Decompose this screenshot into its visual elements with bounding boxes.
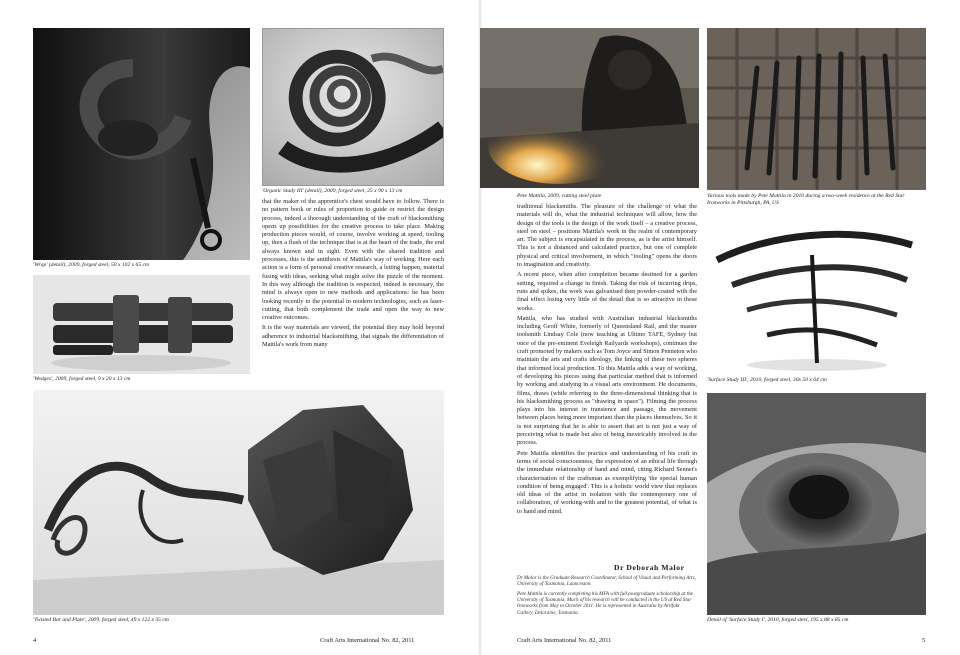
paragraph: Pete Mattila identifies the practice and understanding of his craft in terms of social consciousness, the expression of an ethical life through the immediate relationship of hand and mind, citing Richard Sennet's characterisation of the craftsman as exemplifying 'the special human condition of being engaged'. This is a holistic world view that replaces old ideas of the artist in isolation with the contemporary one of collaboration, of working-with and to the greatest potential, of what is to hand and mind. — [517, 449, 697, 515]
paragraph: that the maker of the apprentice's chest would have to follow. There is no pattern book or rules of proportion to guide or restrict the design process, indeed a thorough understanding of the craft of blacksmithing opens up possibilities for the creative process to take place. Making production pieces would, of course, involve working at speed, tooling up, then a flush of the technique that is at the heart of the trade, the end always known and in sight. Even with the shared tradition and processes, this is the antithesis of Mattila's way of working. Here each action is a form of personal creative research, a letting happen, material fusing with ideas, seeking what might solve the puzzle of the moment. In this way although the tradition is respected, indeed is necessary, the mind is always open to new methods and applications: he has been looking recently to the potential in modern technologies, such as laser-cutting, that both complement the trade and open the way to new creative outcomes. — [262, 198, 444, 322]
paragraph: A recent piece, when after completion became destined for a garden setting, required a change in finish. Taking the risk of incurring drips, runs and spikes, the work was galvanised then powder-coated with the final effect losing very little of the detail that is so attractive in these works. — [517, 271, 697, 312]
photo-wrap — [33, 28, 250, 260]
caption-wedges: 'Wedges', 2009, forged steel, 9 x 20 x 13 cm — [33, 376, 131, 382]
caption-surface-study-iii: 'Surface Study III', 2010, forged steel, 30x 50 x 64 cm — [707, 377, 827, 383]
folio-right-title: Craft Arts International No. 82, 2011 — [517, 637, 612, 644]
caption-cutting-steel: Pete Mattila, 2009, cutting steel plate — [517, 193, 602, 199]
photo-cutting-steel — [480, 28, 699, 188]
paragraph: It is the way materials are viewed, the potential they may hold beyond adherence to industrial blacksmithing, that signals the differentiation of Mattila's work from many — [262, 324, 444, 349]
bio-paragraph: Dr Malor is the Graduate Research Coordinator, School of Visual and Performing Arts, University of Tasmania, Launceston. — [517, 575, 696, 588]
caption-wrap: 'Wrap' (detail), 2009, forged steel, 50 x 102 x 65 cm — [33, 262, 150, 268]
author-byline: Dr Deborah Malor — [614, 563, 685, 572]
paragraph: traditional blacksmiths. The pleasure of the challenge of what the materials will do, what the industrial techniques will allow, how the design of the tools is the design of the work itself – a creative process, steel on steel – positions Mattila's work in the realm of contemporary art. The subject is encapsulated in the process, as is the artist himself. This is not a distanced and calculated practice, but one of complete physical and critical involvement, in which "tooling" opens the doors to imagination and creativity. — [517, 203, 697, 269]
photo-twisted-bar-and-plate — [33, 390, 444, 615]
folio-left-title: Craft Arts International No. 82, 2011 — [320, 637, 415, 644]
paragraph: Mattila, who has studied with Australian industrial blacksmiths including Geoff White, formerly of Queensland Rail, and the master toolsmith Lindsay Cole (now teaching at Ultimo TAFE, Sydney but once of the pre-eminent Eveleigh Railyards workshops), continues the craft promoted by makers such as Tom Joyce and Simon Penneton who maintain the arts and crafts ideology, the linking of these two spheres that informed local production. To this Mattila adds a way of working, of developing his pieces using that particular method that is informed by working and studying in a visual arts environment. He documents, films, draws (while referring to the three-dimensional thinking that is his blacksmithing process as "drawing in space"). Filming the process plays into his interest in transience and passage, the movement between places being more important than the places themselves. So it is not surprising that he is able to assert that art is not just a way of perceiving what is made but also of being inextricably involved in the process. — [517, 314, 697, 447]
caption-various-tools — [707, 193, 926, 206]
author-bio — [517, 575, 697, 619]
caption-twisted-bar-and-plate: 'Twisted Bar and Plate', 2009, forged steel, 49 x 122 x 35 cm — [33, 617, 169, 623]
photo-surface-study-iii — [707, 215, 926, 375]
photo-organic-study — [262, 28, 444, 186]
folio-right-number: 5 — [922, 637, 926, 644]
right-text-column — [517, 203, 697, 518]
folio-left-number: 4 — [33, 637, 37, 644]
photo-surface-study-i — [707, 393, 926, 615]
left-text-column — [262, 198, 444, 351]
caption-organic-study: 'Organic Study III' (detail), 2009, forged steel, 25 x 90 x 13 cm — [262, 188, 403, 194]
photo-wedges — [33, 275, 250, 374]
caption-surface-study-i: Detail of 'Surface Study I', 2010, forged steel, 195 x 88 x 85 cm — [707, 617, 849, 623]
caption-text: Various tools made by Pete Mattila in 2010 during a two-week residence at the Red Star Ironworks in Pittsburgh, PA, US — [707, 193, 905, 206]
bio-paragraph: Pete Mattila is currently completing his MFA with full postgraduate scholarship at the University of Tasmania. Much of his research will be conducted in the US at Red Star Ironworks from May to October 2011. He is represented in Australia by Artifakt Gallery, Deloraine, Tasmania. — [517, 590, 693, 616]
photo-various-tools — [707, 28, 926, 190]
